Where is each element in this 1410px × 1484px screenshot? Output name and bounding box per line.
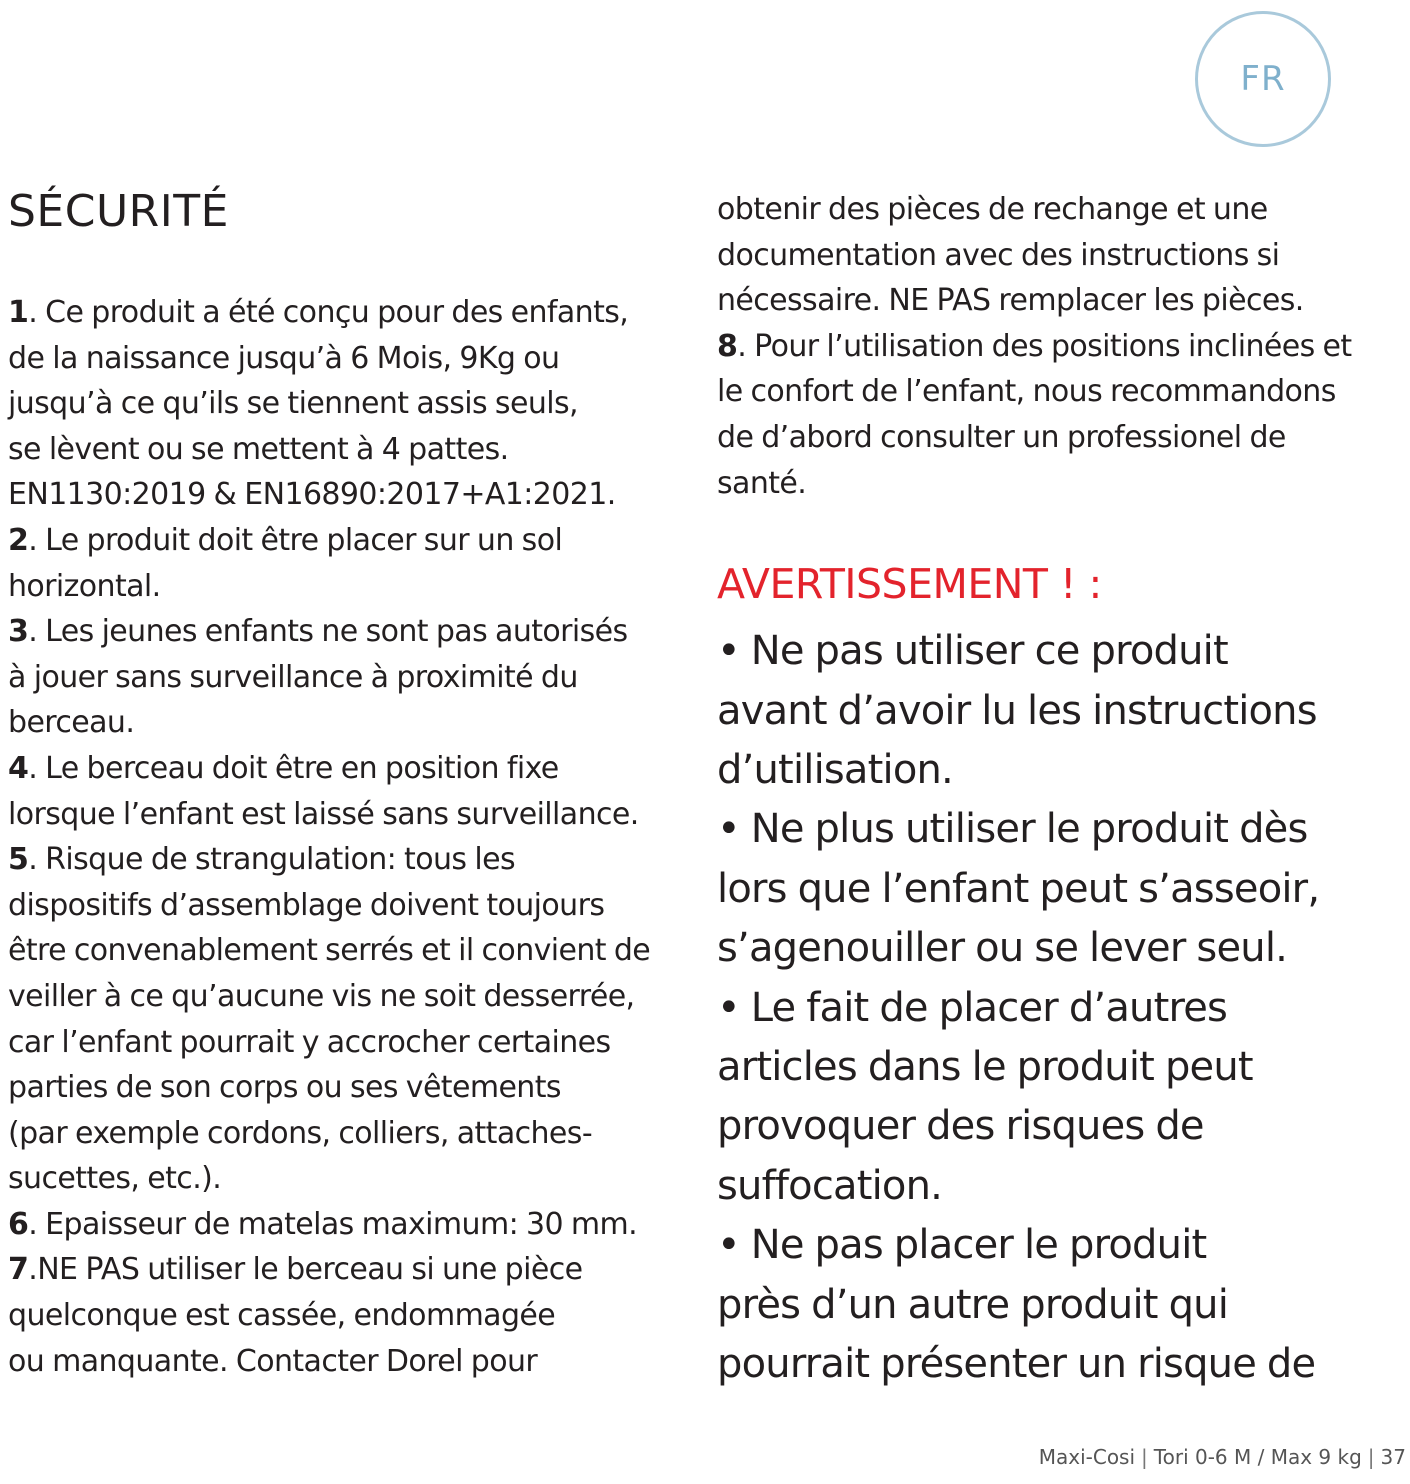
item-text: jusqu’à ce qu’ils se tiennent assis seuls, <box>8 386 578 422</box>
item-text: santé. <box>717 465 807 501</box>
item-text: le confort de l’enfant, nous recommandons <box>717 374 1336 410</box>
item-text: se lèvent ou se mettent à 4 pattes. <box>8 431 509 467</box>
warning-line: avant d’avoir lu les instructions <box>717 687 1317 734</box>
item-text: EN1130:2019 & EN16890:2017+A1:2021. <box>8 477 616 513</box>
warning-line: • Ne pas placer le produit <box>717 1222 1207 1269</box>
item-text: dispositifs d’assemblage doivent toujours <box>8 887 605 923</box>
item-text: parties de son corps ou ses vêtements <box>8 1070 561 1106</box>
footer-model: Tori 0-6 M / Max 9 kg <box>1153 1445 1362 1469</box>
item-text: quelconque est cassée, endommagée <box>8 1298 556 1334</box>
item-text: nécessaire. NE PAS remplacer les pièces. <box>717 283 1304 319</box>
item-text: . Les jeunes enfants ne sont pas autorisés <box>28 614 628 650</box>
item-number: 4 <box>8 750 29 786</box>
warning-line: pourrait présenter un risque de <box>717 1341 1316 1388</box>
security-item-6 <box>8 1202 688 1248</box>
language-label: FR <box>1240 59 1286 99</box>
warning-title: AVERTISSEMENT ! : <box>717 560 1102 609</box>
item-text: . Epaisseur de matelas maximum: 30 mm. <box>28 1206 638 1242</box>
warning-line: lors que l’enfant peut s’asseoir, <box>717 865 1320 912</box>
item-text: . Ce produit a été conçu pour des enfants, <box>28 295 629 330</box>
item-number: 5 <box>8 842 29 878</box>
item-text: obtenir des pièces de rechange et une <box>717 192 1268 227</box>
item-text: ou manquante. Contacter Dorel pour <box>8 1343 538 1379</box>
warning-line: près d’un autre produit qui <box>717 1281 1229 1328</box>
item-number: 1 <box>8 295 29 330</box>
security-item-2 <box>8 518 688 609</box>
warning-line: s’agenouiller ou se lever seul. <box>717 925 1288 972</box>
security-item-7 <box>8 1247 688 1384</box>
item-text: (par exemple cordons, colliers, attaches- <box>8 1115 593 1151</box>
item-text: berceau. <box>8 705 135 741</box>
item-text: de la naissance jusqu’à 6 Mois, 9Kg ou <box>8 340 560 376</box>
security-item-5 <box>8 837 688 1202</box>
right-column <box>717 187 1407 1394</box>
page-number: 37 <box>1380 1445 1406 1469</box>
security-title: SÉCURITÉ <box>8 186 229 237</box>
item-number: 3 <box>8 614 29 650</box>
item-text: documentation avec des instructions si <box>717 237 1280 273</box>
item-text: . Le produit doit être placer sur un sol <box>28 522 563 558</box>
warning-section <box>717 554 1407 1394</box>
warning-line: provoquer des risques de <box>717 1103 1204 1150</box>
item-text: .NE PAS utiliser le berceau si une pièce <box>28 1252 583 1288</box>
item-text: de d’abord consulter un professionel de <box>717 419 1286 455</box>
item-number: 2 <box>8 522 29 558</box>
language-badge <box>1195 11 1331 147</box>
security-item-3 <box>8 609 688 746</box>
item-text: car l’enfant pourrait y accrocher certaines <box>8 1024 611 1060</box>
item-number: 6 <box>8 1206 29 1242</box>
security-item-4 <box>8 746 688 837</box>
security-item-8 <box>717 324 1407 506</box>
item-text: . Risque de strangulation: tous les <box>28 842 515 878</box>
item-text: à jouer sans surveillance à proximité du <box>8 659 578 695</box>
item-text: . Le berceau doit être en position fixe <box>28 750 559 786</box>
item-number: 8 <box>717 328 738 364</box>
security-item-1 <box>8 290 688 518</box>
warning-line: articles dans le produit peut <box>717 1044 1253 1090</box>
item-text: horizontal. <box>8 568 161 604</box>
security-item-7-continued <box>717 187 1407 324</box>
page-footer: Maxi-Cosi | Tori 0-6 M / Max 9 kg | 37 <box>1038 1445 1406 1469</box>
warning-line: • Le fait de placer d’autres <box>717 984 1228 1031</box>
security-section <box>8 182 688 1384</box>
warning-line: d’utilisation. <box>717 746 953 793</box>
warning-line: • Ne pas utiliser ce produit <box>717 628 1228 675</box>
warning-line: suffocation. <box>717 1162 943 1209</box>
warning-line: • Ne plus utiliser le produit dès <box>717 806 1308 853</box>
item-text: . Pour l’utilisation des positions inclinées et <box>737 328 1352 364</box>
item-text: lorsque l’enfant est laissé sans surveillance. <box>8 796 639 832</box>
item-text: sucettes, etc.). <box>8 1161 222 1197</box>
item-text: veiller à ce qu’aucune vis ne soit desserrée, <box>8 978 635 1014</box>
footer-brand: Maxi-Cosi <box>1038 1445 1136 1469</box>
item-number: 7 <box>8 1252 29 1288</box>
item-text: être convenablement serrés et il convient de <box>8 933 651 969</box>
